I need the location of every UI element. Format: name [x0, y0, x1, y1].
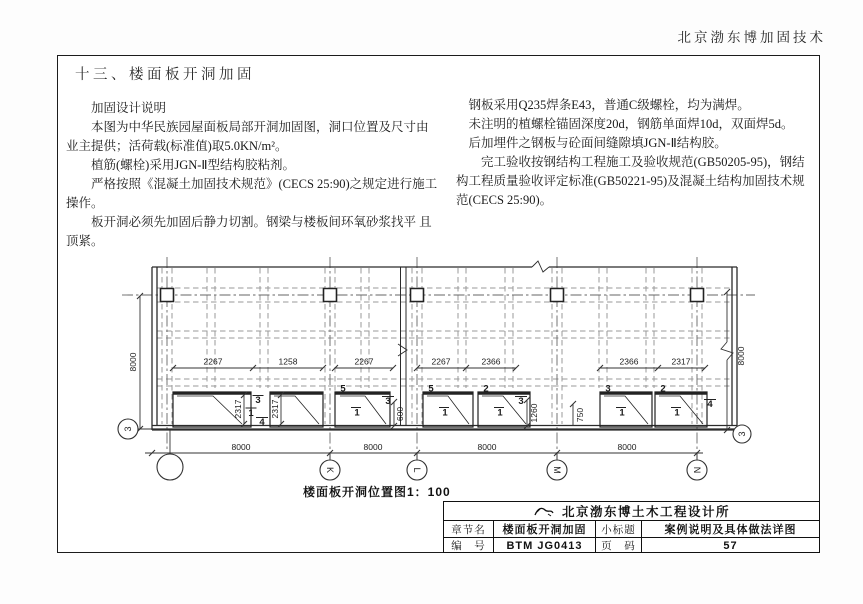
dim-label: 8000 — [363, 442, 383, 452]
grid-bubbles — [118, 419, 751, 480]
left-height-dim: 8000 — [128, 352, 138, 372]
note-paragraph: 钢板采用Q235焊条E43，普通C级螺栓，均为满焊。 — [468, 98, 750, 112]
floor-plan-drawing — [95, 250, 765, 485]
note-paragraph: 植筋(螺栓)采用JGN-Ⅱ型结构胶粘剂。 — [91, 158, 296, 172]
title-block-company-row — [444, 502, 819, 521]
opening-width-dim-labels — [204, 357, 691, 367]
detail-marker: 3 — [518, 396, 524, 407]
detail-marker: 1 — [354, 407, 360, 419]
beam-dashed-lines — [157, 268, 732, 424]
company-name: 北京渤东博土木工程设计所 — [561, 505, 730, 519]
right-height-dim: 8000 — [736, 346, 746, 366]
detail-marker: 5 — [340, 383, 346, 395]
note-paragraph: 未注明的植螺栓锚固深度20d，钢筋单面焊10d，双面焊5d。 — [468, 117, 794, 131]
detail-marker: 1 — [674, 407, 680, 419]
title-block-row — [444, 537, 819, 553]
dim-label: 2267 — [203, 356, 223, 367]
bay-dim-labels — [232, 442, 637, 452]
notes-heading: 加固设计说明 — [91, 101, 167, 115]
dimension-lines — [137, 289, 742, 460]
pagenum-label: 页 码 — [595, 538, 641, 553]
section-title: 十三、楼面板开洞加固 — [75, 67, 255, 83]
dim-label: 2267 — [431, 356, 451, 367]
note-paragraph: 完工验收按钢结构工程施工及验收规范(GB50205-95)，钢结构工程质量验收评定标准(GB50221-95)及混凝土结构加固技术规范(CECS 25:90)。 — [456, 155, 805, 207]
detail-marker: 3 — [605, 383, 611, 395]
title-block-row — [444, 521, 819, 537]
design-notes-left-column — [66, 99, 440, 251]
dim-label: 750 — [575, 407, 585, 423]
chapter-label: 章节名 — [451, 523, 486, 536]
dim-label: 2317 — [270, 399, 280, 419]
detail-marker: 4 — [259, 417, 265, 428]
dim-label: 2366 — [619, 356, 639, 367]
drawing-caption: 楼面板开洞位置图1：100 — [303, 485, 451, 499]
page-header: 北京渤东博加固技术 — [677, 30, 826, 45]
number-value: BTM JG0413 — [493, 538, 595, 553]
subtitle-label: 小标题 — [595, 521, 641, 537]
detail-marker: 5 — [428, 383, 434, 395]
top-break-symbol — [532, 261, 549, 272]
row-bubble-label: 3 — [123, 426, 133, 432]
grid-bubble-label: L — [412, 467, 422, 473]
design-notes-right-column — [456, 96, 814, 210]
detail-marker: 3 — [255, 395, 261, 406]
pagenum-value: 57 — [641, 538, 819, 553]
grid-bubble-label: K — [325, 466, 335, 474]
dim-label: 8000 — [617, 442, 637, 452]
dim-label: 2366 — [481, 356, 501, 367]
grid-bubble-label: M — [552, 466, 562, 474]
detail-marker: 2 — [483, 383, 489, 395]
marker-bars — [246, 396, 717, 418]
grid-bubble-labels — [123, 426, 747, 473]
dim-label: 2317 — [233, 399, 243, 419]
detail-marker: 3 — [385, 396, 391, 407]
note-paragraph: 严格按照《混凝土加固技术规范》(CECS 25:90)之规定进行施工操作。 — [66, 177, 438, 210]
subtitle-value: 案例说明及具体做法详图 — [641, 521, 819, 537]
number-label: 编 号 — [451, 540, 486, 552]
detail-marker: 1 — [619, 407, 625, 419]
title-block — [443, 501, 820, 553]
chapter-value: 楼面板开洞加固 — [493, 521, 595, 537]
detail-marker: 2 — [660, 383, 666, 395]
detail-marker: 4 — [707, 399, 713, 410]
note-paragraph: 板开洞必须先加固后静力切割。钢梁与楼板间环氧砂浆找平 且顶紧。 — [66, 215, 432, 248]
note-paragraph: 本图为中华民族园屋面板局部开洞加固图，洞口位置及尺寸由业主提供；活荷载(标准值)取5.0KN/m²。 — [66, 120, 429, 153]
detail-marker: 1 — [497, 407, 503, 419]
grid-bubble-label: N — [692, 466, 702, 474]
dim-label: 2317 — [671, 356, 691, 367]
dimension-ticks — [137, 289, 730, 456]
dim-label: 8000 — [231, 442, 251, 452]
row-bubble-label: 3 — [737, 431, 747, 437]
company-logo-icon — [533, 505, 555, 518]
dim-label: 1260 — [529, 403, 539, 423]
dim-break-symbol — [721, 342, 733, 360]
dim-label: 2267 — [354, 356, 374, 367]
note-paragraph: 后加埋件之钢板与砼面间缝隙填JGN-Ⅱ结构胶。 — [468, 136, 727, 150]
bubble-connectors — [138, 428, 742, 460]
dim-label: 8000 — [477, 442, 497, 452]
grid-bubble-blank — [157, 454, 183, 480]
detail-marker: 1 — [442, 407, 448, 419]
detail-marker: 1 — [248, 408, 254, 419]
dim-label: 1258 — [278, 356, 298, 367]
dim-label: 600 — [395, 406, 405, 422]
